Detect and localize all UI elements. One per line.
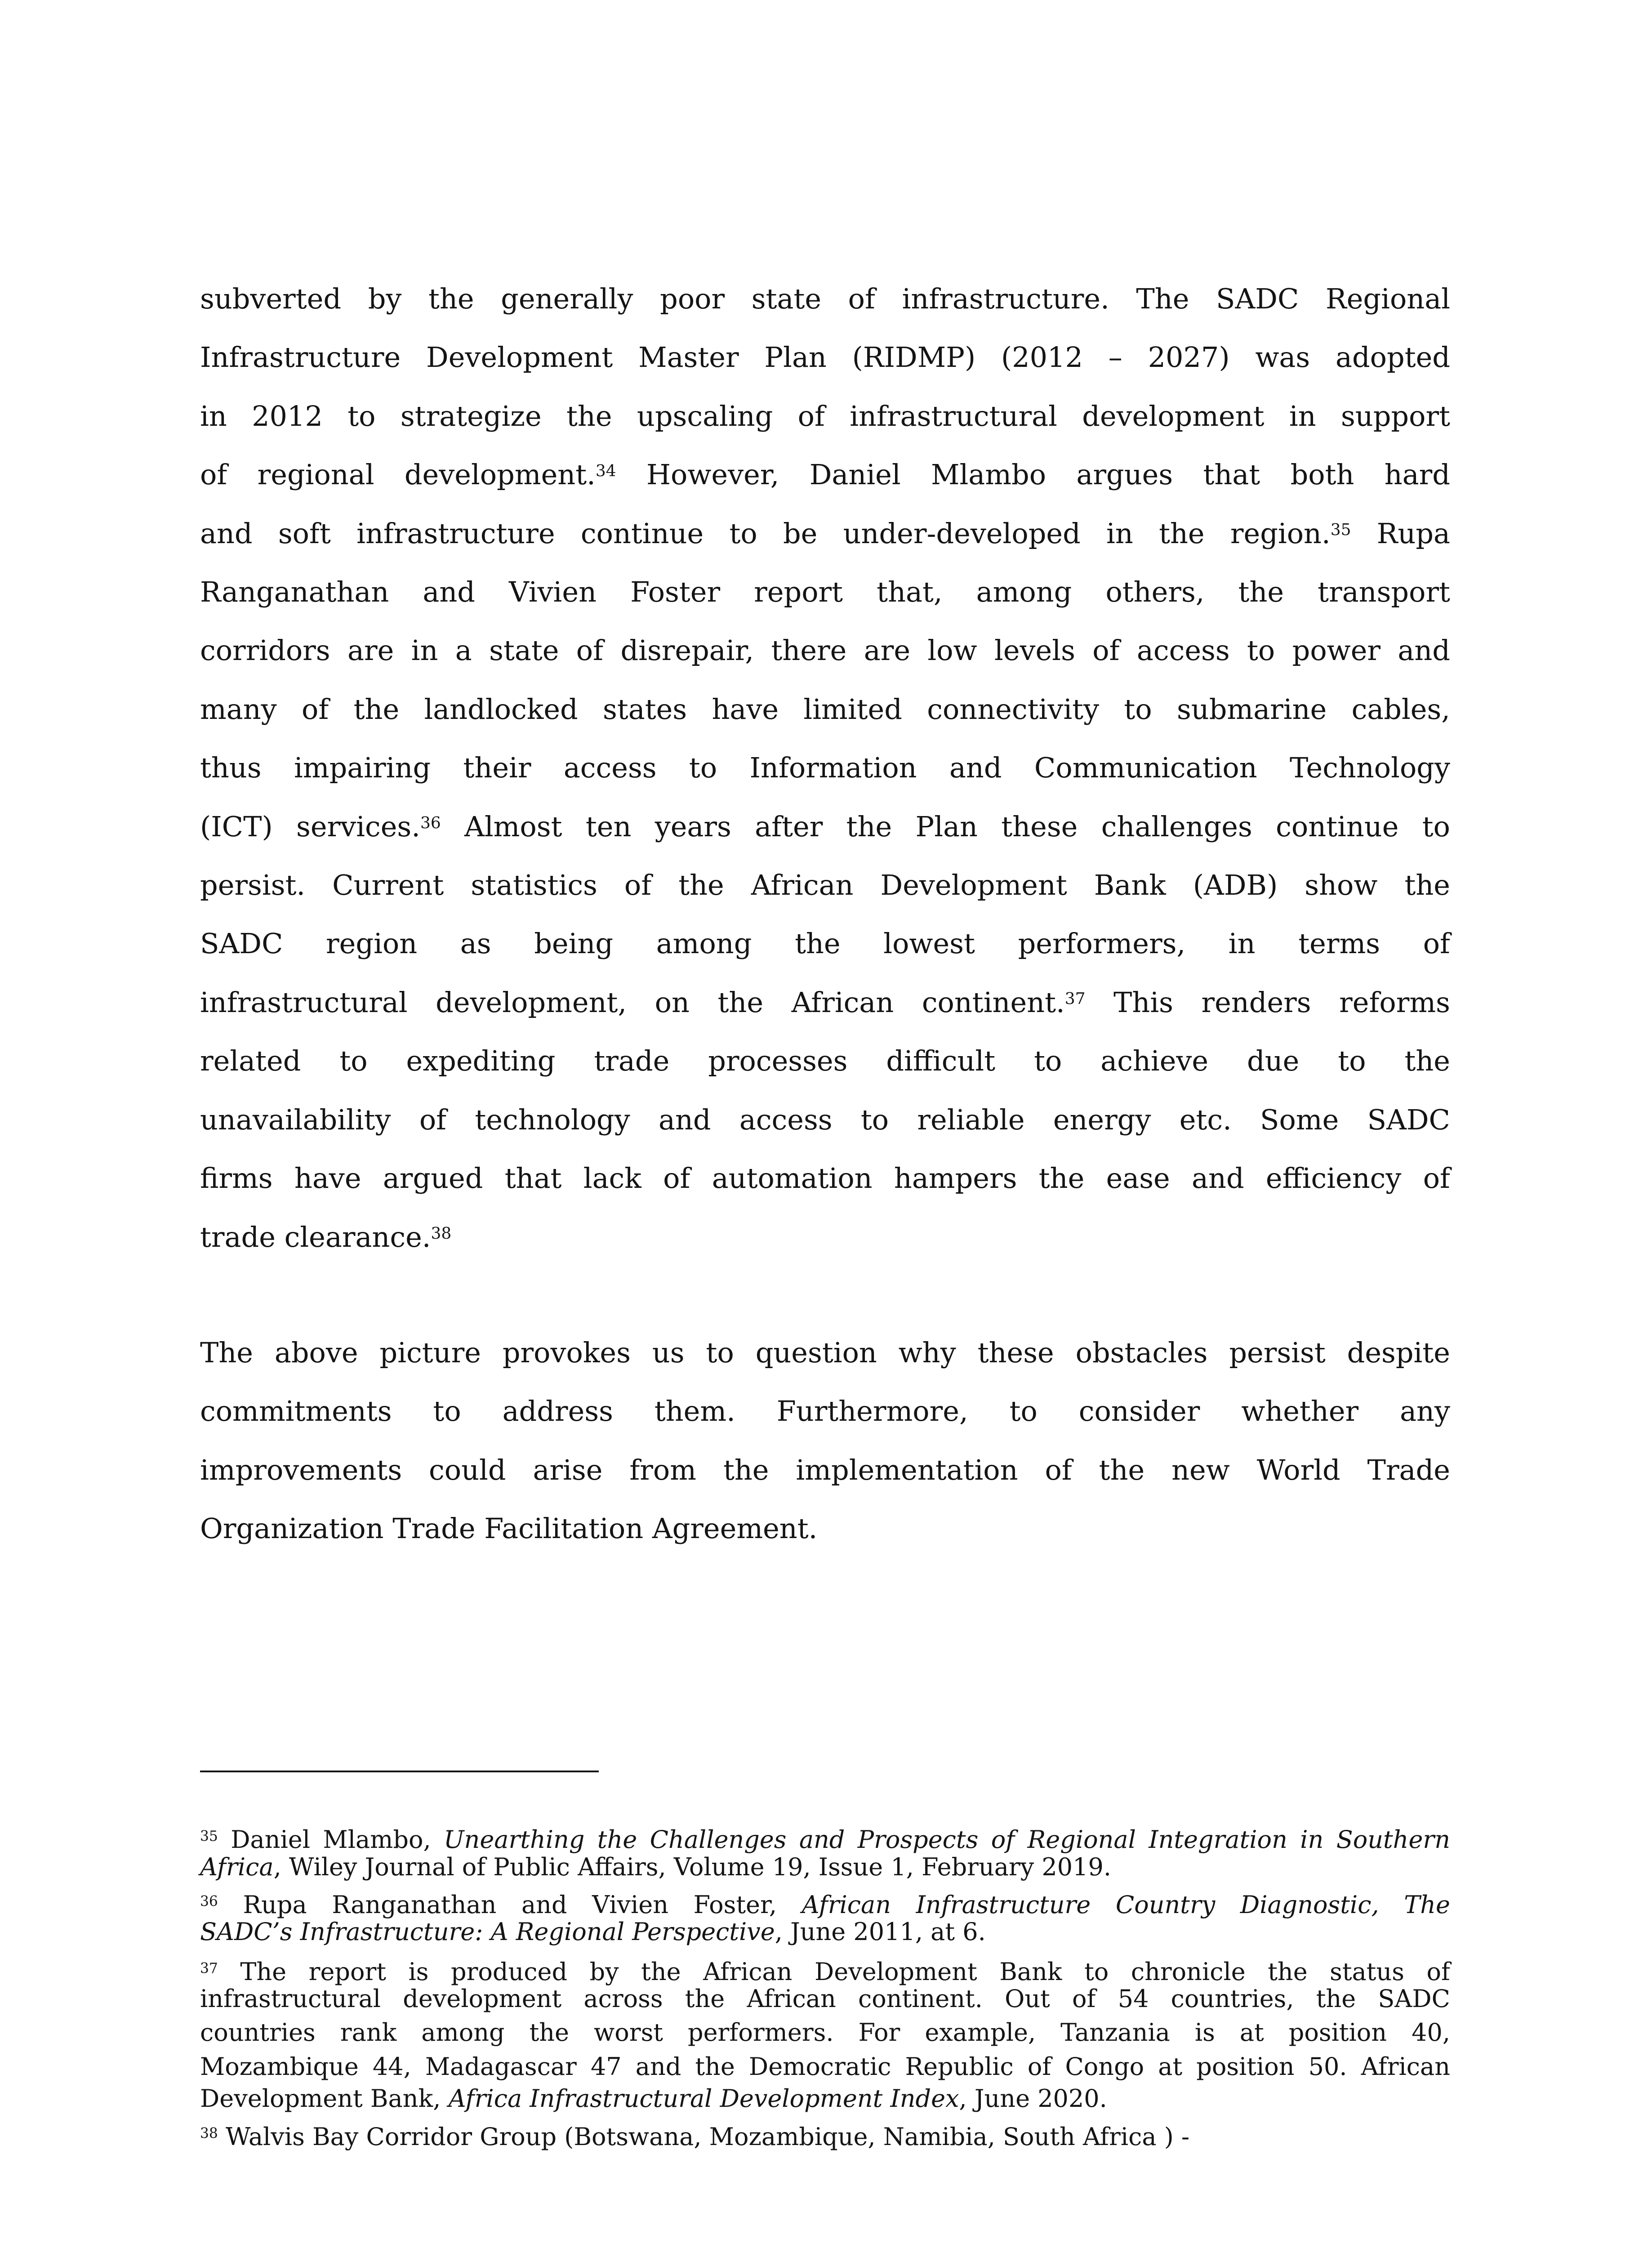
body-text: (ICT) services. bbox=[200, 810, 420, 843]
body-line bbox=[200, 270, 1450, 328]
body-line bbox=[200, 446, 1450, 504]
footnote-line bbox=[200, 1958, 1450, 1986]
footnote-text: Daniel Mlambo, bbox=[218, 1825, 444, 1854]
body-line bbox=[200, 328, 1450, 387]
footnote-reference-number: 38 bbox=[200, 2125, 218, 2142]
body-text: related to expediting trade processes difficult to achieve due to the bbox=[200, 1044, 1450, 1078]
body-text: many of the landlocked states have limited connectivity to submarine cables, bbox=[200, 692, 1450, 726]
italic-title-text: Unearthing the Challenges and Prospects of Regional Integration in Southern bbox=[444, 1825, 1451, 1854]
body-line bbox=[200, 739, 1450, 797]
body-line bbox=[200, 798, 1450, 856]
italic-title-text: Africa bbox=[200, 1853, 274, 1881]
body-text: Almost ten years after the Plan these challenges continue to bbox=[441, 810, 1450, 843]
body-line bbox=[200, 1499, 1450, 1558]
body-paragraph bbox=[200, 1324, 1450, 1558]
body-text: thus impairing their access to Information and Communication Technology bbox=[200, 751, 1450, 785]
body-text: Organization Trade Facilitation Agreement. bbox=[200, 1512, 818, 1545]
body-text: improvements could arise from the implementation of the new World Trade bbox=[200, 1453, 1450, 1486]
footnote-text: countries rank among the worst performers. For example, Tanzania is at position 40, bbox=[200, 2018, 1450, 2047]
footnote-text: , Wiley Journal of Public Affairs, Volume 19, Issue 1, February 2019. bbox=[273, 1853, 1112, 1881]
footnote-36 bbox=[200, 1891, 1450, 1946]
body-line bbox=[200, 1208, 1450, 1267]
body-text: subverted by the generally poor state of infrastructure. The SADC Regional bbox=[200, 282, 1450, 315]
footnote-line bbox=[200, 2053, 1450, 2081]
footnote-text: Rupa Ranganathan and Vivien Foster, bbox=[218, 1891, 802, 1919]
footnote-reference-number: 35 bbox=[1330, 520, 1351, 539]
body-text: persist. Current statistics of the African Development Bank (ADB) show the bbox=[200, 869, 1450, 902]
body-paragraph bbox=[200, 270, 1450, 1267]
footnote-separator bbox=[200, 1771, 599, 1772]
body-text: of regional development. bbox=[200, 458, 596, 491]
body-line bbox=[200, 387, 1450, 446]
italic-title-text: SADC’s Infrastructure: A Regional Perspective bbox=[200, 1918, 775, 1946]
italic-title-text: Africa Infrastructural Development Index bbox=[448, 2084, 959, 2113]
body-text: commitments to address them. Furthermore, to consider whether any bbox=[200, 1395, 1450, 1428]
body-line bbox=[200, 1324, 1450, 1382]
body-text: This renders reforms bbox=[1085, 986, 1450, 1019]
footnote-line bbox=[200, 1891, 1450, 1919]
body-text: corridors are in a state of disrepair, there are low levels of access to power and bbox=[200, 634, 1450, 667]
body-line bbox=[200, 621, 1450, 680]
body-text: Rupa bbox=[1351, 517, 1450, 550]
footnote-reference-number: 37 bbox=[1064, 989, 1086, 1008]
footnote-text: Development Bank, bbox=[200, 2084, 449, 2113]
footnote-text: , June 2011, at 6. bbox=[775, 1918, 986, 1946]
body-line bbox=[200, 1091, 1450, 1149]
body-text: However, Daniel Mlambo argues that both hard bbox=[616, 458, 1450, 491]
footnote-text: The report is produced by the African Development Bank to chronicle the status of bbox=[218, 1958, 1450, 1986]
body-text: unavailability of technology and access to reliable energy etc. Some SADC bbox=[200, 1103, 1450, 1136]
footnote-35 bbox=[200, 1826, 1450, 1881]
footnote-line bbox=[200, 1918, 1450, 1946]
body-line bbox=[200, 1382, 1450, 1441]
body-text: infrastructural development, on the African continent. bbox=[200, 986, 1065, 1019]
body-line bbox=[200, 1441, 1450, 1499]
body-line bbox=[200, 973, 1450, 1032]
footnote-text: Mozambique 44, Madagascar 47 and the Democratic Republic of Congo at position 50. African bbox=[200, 2052, 1450, 2081]
body-line bbox=[200, 504, 1450, 563]
body-line bbox=[200, 914, 1450, 973]
body-text: The above picture provokes us to question why these obstacles persist despite bbox=[200, 1336, 1450, 1369]
footnote-37 bbox=[200, 1958, 1450, 2113]
body-text: Ranganathan and Vivien Foster report that, among others, the transport bbox=[200, 575, 1450, 609]
footnote-reference-number: 34 bbox=[595, 462, 616, 481]
body-text: SADC region as being among the lowest performers, in terms of bbox=[200, 927, 1450, 960]
body-text: in 2012 to strategize the upscaling of infrastructural development in support bbox=[200, 399, 1450, 433]
body-text: trade clearance. bbox=[200, 1220, 431, 1253]
italic-title-text: African Infrastructure Country Diagnostic, The bbox=[802, 1891, 1450, 1919]
body-text: Infrastructure Development Master Plan (RIDMP) (2012 – 2027) was adopted bbox=[200, 341, 1450, 374]
body-line bbox=[200, 680, 1450, 739]
body-line bbox=[200, 563, 1450, 621]
body-line bbox=[200, 1032, 1450, 1090]
footnote-line bbox=[200, 2085, 1450, 2113]
footnote-line bbox=[200, 2019, 1450, 2047]
footnote-line bbox=[200, 1985, 1450, 2013]
footnote-line bbox=[200, 2123, 1450, 2151]
footnote-reference-number: 37 bbox=[200, 1960, 218, 1977]
body-text: firms have argued that lack of automation hampers the ease and efficiency of bbox=[200, 1162, 1450, 1195]
body-line bbox=[200, 1149, 1450, 1208]
footnote-line bbox=[200, 1853, 1450, 1881]
footnote-reference-number: 36 bbox=[420, 813, 441, 832]
footnote-line bbox=[200, 1826, 1450, 1854]
body-text: and soft infrastructure continue to be under-developed in the region. bbox=[200, 517, 1331, 550]
footnote-38 bbox=[200, 2123, 1450, 2151]
footnote-reference-number: 38 bbox=[431, 1224, 452, 1243]
footnote-text: Walvis Bay Corridor Group (Botswana, Mozambique, Namibia, South Africa ) - bbox=[218, 2123, 1190, 2151]
body-line bbox=[200, 856, 1450, 914]
footnote-reference-number: 36 bbox=[200, 1893, 218, 1910]
footnote-text: infrastructural development across the African continent. Out of 54 countries, the SADC bbox=[200, 1985, 1450, 2013]
footnote-text: , June 2020. bbox=[959, 2084, 1107, 2113]
footnote-reference-number: 35 bbox=[200, 1828, 218, 1845]
